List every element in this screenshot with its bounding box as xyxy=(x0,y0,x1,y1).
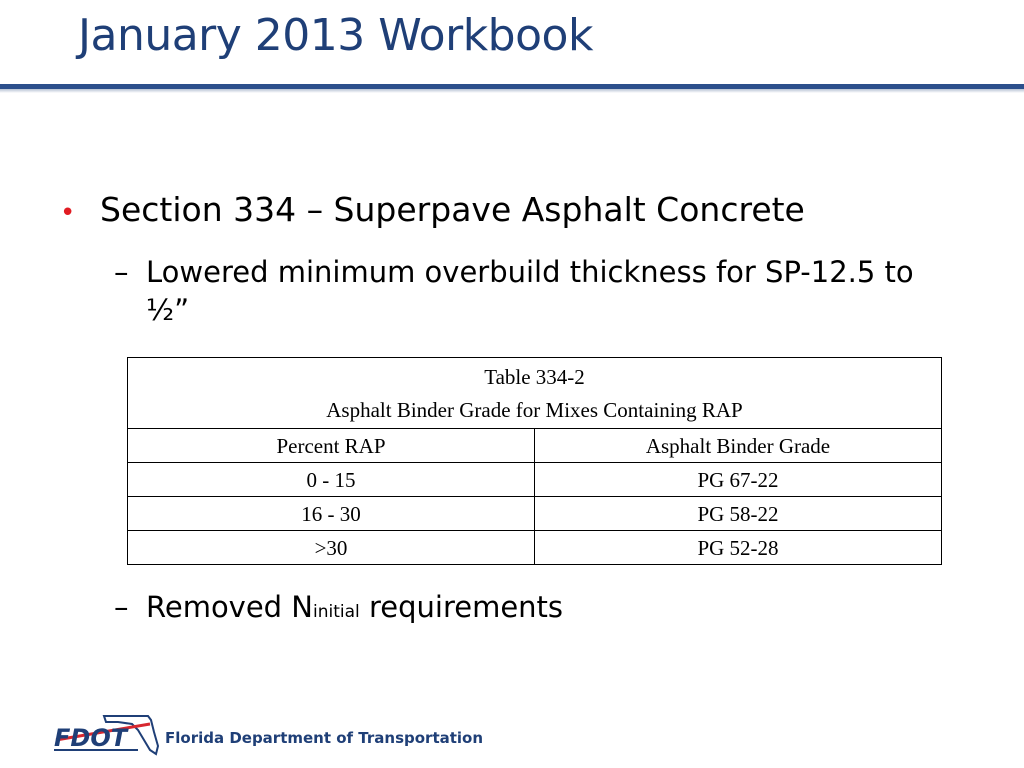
cell-percent-rap: 16 - 30 xyxy=(128,497,535,531)
bullet-section-334 xyxy=(60,190,805,229)
sub-bullet-text: Lowered minimum overbuild thickness for SP-12.5 to ½” xyxy=(146,255,914,327)
table-row xyxy=(128,497,942,531)
sub-bullet-ninitial xyxy=(114,588,563,631)
dash-icon: – xyxy=(114,590,129,624)
header-percent-rap: Percent RAP xyxy=(128,429,535,463)
table-row xyxy=(128,463,942,497)
cell-percent-rap: 0 - 15 xyxy=(128,463,535,497)
cell-binder-grade: PG 52-28 xyxy=(535,531,942,565)
table-caption xyxy=(128,358,942,429)
title-divider-shadow xyxy=(0,89,1024,93)
table-header-row xyxy=(128,429,942,463)
sub-bullet-text xyxy=(146,588,563,631)
cell-percent-rap: >30 xyxy=(128,531,535,565)
bullet-text: Section 334 – Superpave Asphalt Concrete xyxy=(100,190,805,229)
fdot-logo-icon xyxy=(52,710,160,760)
bullet-dot-icon: • xyxy=(60,198,76,228)
table-caption-row xyxy=(128,358,942,429)
slide-title: January 2013 Workbook xyxy=(78,10,593,61)
subscript-initial: initial xyxy=(313,602,360,622)
sub-bullet-prefix: Removed N xyxy=(146,590,314,624)
sub-bullet-suffix: requirements xyxy=(359,590,564,624)
logo-text: FDOT xyxy=(54,724,128,752)
table-row xyxy=(128,531,942,565)
sub-bullet-overbuild xyxy=(114,253,964,329)
cell-binder-grade: PG 58-22 xyxy=(535,497,942,531)
table-caption-subtitle: Asphalt Binder Grade for Mixes Containing RAP xyxy=(326,398,743,422)
rap-binder-table xyxy=(127,357,942,565)
footer-organization: Florida Department of Transportation xyxy=(165,729,484,747)
dash-icon: – xyxy=(114,255,129,289)
table-caption-title: Table 334-2 xyxy=(484,365,585,389)
cell-binder-grade: PG 67-22 xyxy=(535,463,942,497)
header-binder-grade: Asphalt Binder Grade xyxy=(535,429,942,463)
